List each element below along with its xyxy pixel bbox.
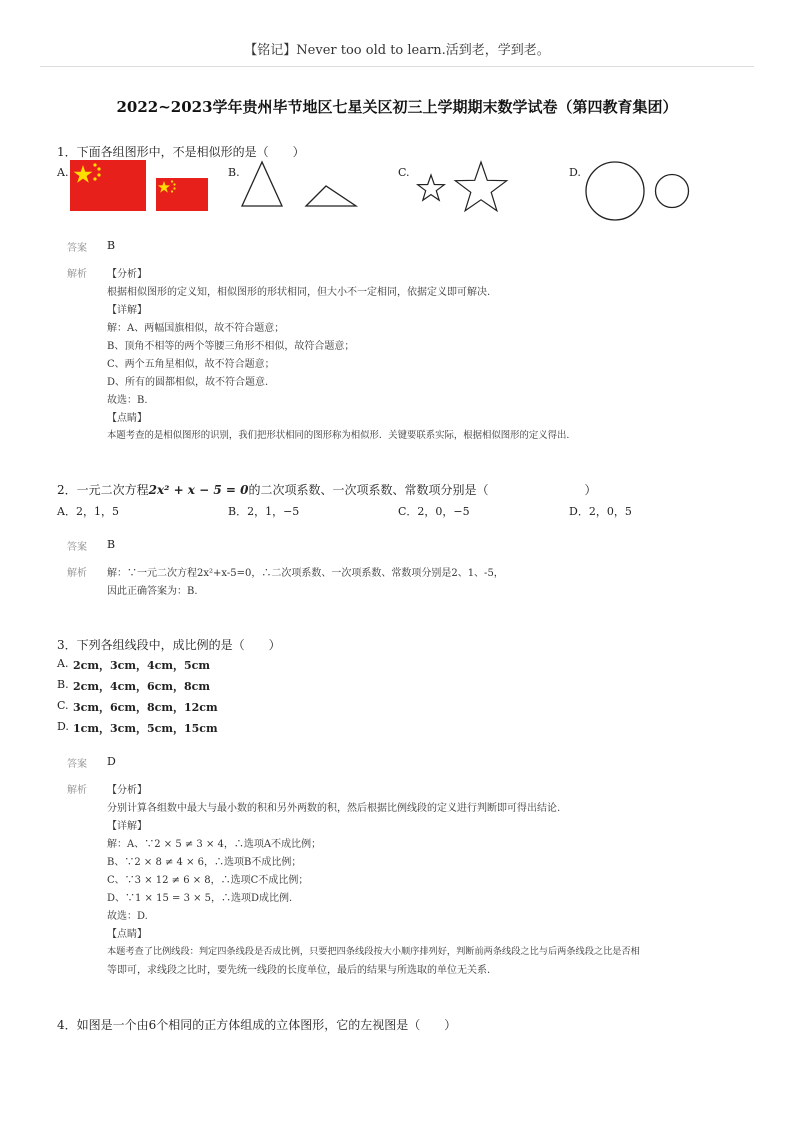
large-circle <box>586 162 644 220</box>
q1-analysis-line: 根据相似图形的定义知，相似图形的形状相同，但大小不一定相同，依据定义即可解决. <box>107 287 491 298</box>
q1-analysis-line: 【详解】 <box>107 305 147 316</box>
q3-option-c-letter: C. <box>57 699 69 712</box>
q3-analysis-line: 【点睛】 <box>107 929 147 940</box>
q3-option-a-text: 2cm，3cm，4cm，5cm <box>73 659 210 672</box>
q3-option-c-text: 3cm，6cm，8cm，12cm <box>73 701 218 714</box>
q1-analysis-line: 解：A、两幅国旗相似，故不符合题意； <box>107 323 285 334</box>
q3-analysis-line: C、∵3 × 12 ≠ 6 × 8，∴选项C不成比例； <box>107 875 309 886</box>
question-1-stem: 1．下面各组图形中，不是相似形的是（ ） <box>57 145 305 159</box>
q2-answer-label: 答案 <box>67 542 87 553</box>
large-flag <box>70 160 146 211</box>
q3-answer-label: 答案 <box>67 759 87 770</box>
q3-analysis-line: D、∵1 × 15 = 3 × 5，∴选项D成比例. <box>107 893 293 904</box>
q2-analysis-line: 解：∵一元二次方程2x²+x-5=0，∴二次项系数、一次项系数、常数项分别是2、1、-5， <box>107 568 504 579</box>
q3-analysis-line: 【详解】 <box>107 821 147 832</box>
exam-title: 2022~2023学年贵州毕节地区七星关区初三上学期期末数学试卷（第四教育集团） <box>116 98 678 116</box>
q3-analysis-line: 分别计算各组数中最大与最小数的积和另外两数的积，然后根据比例线段的定义进行判断即可得出结论. <box>107 803 561 814</box>
q1-analysis-line: 【分析】 <box>107 269 147 280</box>
q3-option-b-letter: B. <box>57 678 69 691</box>
q1-answer-value: B <box>107 239 116 252</box>
q3-analysis-line: 解：A、∵2 × 5 ≠ 3 × 4，∴选项A不成比例； <box>107 839 322 850</box>
q3-analysis-line: 【分析】 <box>107 785 147 796</box>
q3-analysis-line: 故选：D. <box>107 911 148 922</box>
header-divider <box>40 66 754 67</box>
q2-option-c: C．2，0，−5 <box>398 505 470 518</box>
question-3-stem: 3．下列各组线段中，成比例的是（ ） <box>57 638 281 652</box>
q3-option-d-text: 1cm，3cm，5cm，15cm <box>73 722 218 735</box>
q1-analysis-line: 本题考查的是相似图形的识别，我们把形状相同的图形称为相似形．关键要联系实际，根据相似图形的定义得出. <box>107 430 570 441</box>
q3-analysis-line: 本题考查了比例线段：判定四条线段是否成比例，只要把四条线段按大小顺序排列好，判断前两条线段之比与后两条线段之比是否相 <box>107 946 640 957</box>
q1-analysis-label: 解析 <box>67 269 87 280</box>
question-4-stem: 4．如图是一个由6个相同的正方体组成的立体图形，它的左视图是（ ） <box>57 1018 457 1032</box>
circle-pair-figure <box>584 160 694 222</box>
q1-option-b-label: B. <box>228 166 240 179</box>
q2-analysis-label: 解析 <box>67 568 87 579</box>
q3-option-a-letter: A. <box>57 657 69 670</box>
q2-stem-prefix: 2．一元二次方程 <box>57 483 149 497</box>
small-circle <box>656 175 689 208</box>
q2-equation: 2x² + x − 5 = 0 <box>148 483 249 497</box>
q1-analysis-line: B、顶角不相等的两个等腰三角形不相似，故符合题意； <box>107 341 355 352</box>
q1-option-a-label: A. <box>57 166 69 179</box>
q1-analysis-line: 【点睛】 <box>107 413 147 424</box>
q2-analysis-line: 因此正确答案为：B. <box>107 586 198 597</box>
q2-answer-value: B <box>107 538 116 551</box>
q3-option-d-letter: D. <box>57 720 69 733</box>
tall-triangle <box>242 162 282 206</box>
q3-answer-value: D <box>107 755 116 768</box>
q2-option-a: A．2，1，5 <box>57 505 119 518</box>
star-pair-figure <box>415 160 515 218</box>
page-motto: 【铭记】Never too old to learn.活到老，学到老。 <box>244 43 550 58</box>
q1-analysis-line: C、两个五角星相似，故不符合题意； <box>107 359 275 370</box>
q1-analysis-line: D、所有的圆都相似，故不符合题意. <box>107 377 269 388</box>
q2-option-d: D．2，0，5 <box>569 505 632 518</box>
small-star <box>418 175 445 200</box>
q3-option-b-text: 2cm，4cm，6cm，8cm <box>73 680 210 693</box>
q1-option-c-label: C. <box>398 166 410 179</box>
q3-analysis-line: 等即可，求线段之比时，要先统一线段的长度单位，最后的结果与所选取的单位无关系. <box>107 965 491 976</box>
triangle-pair-figure <box>240 160 360 210</box>
q1-analysis-line: 故选：B. <box>107 395 148 406</box>
q2-stem-suffix: 的二次项系数、一次项系数、常数项分别是（ ） <box>248 483 597 497</box>
q1-option-d-label: D. <box>569 166 581 179</box>
large-star <box>455 162 506 211</box>
q3-analysis-line: B、∵2 × 8 ≠ 4 × 6，∴选项B不成比例； <box>107 857 302 868</box>
q3-analysis-label: 解析 <box>67 785 87 796</box>
q1-answer-label: 答案 <box>67 243 87 254</box>
chinese-flag-pair-figure <box>70 160 210 214</box>
q2-option-b: B．2，1，−5 <box>228 505 300 518</box>
flat-triangle <box>306 186 356 206</box>
small-flag <box>156 178 208 211</box>
question-2-stem <box>57 481 597 498</box>
